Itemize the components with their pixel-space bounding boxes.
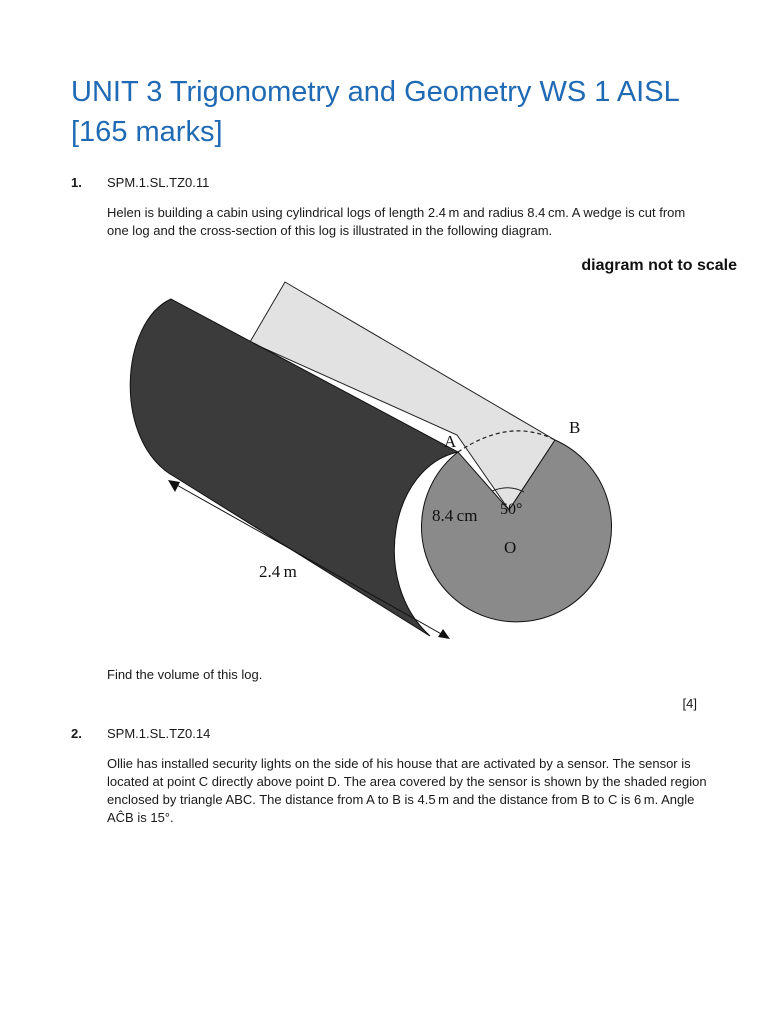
- diagram-caption: diagram not to scale: [581, 257, 737, 274]
- length-arrow-end: [438, 629, 450, 639]
- question-1-text: Helen is building a cabin using cylindrical logs of length 2.4 m and radius 8.4 cm. A wedge is cut from one log and the cross-section of this log is illustrated in the following diagram.: [107, 205, 686, 238]
- question-1-number: 1.: [71, 175, 82, 190]
- page-title: UNIT 3 Trigonometry and Geometry WS 1 AISL [165 marks]: [71, 76, 679, 148]
- length-label: 2.4 m: [259, 562, 297, 581]
- log-diagram: [120, 252, 750, 652]
- label-a: A: [444, 432, 457, 451]
- question-1-marks: [4]: [682, 696, 697, 711]
- label-o: O: [504, 538, 517, 557]
- question-2-code: SPM.1.SL.TZ0.14: [107, 726, 211, 741]
- question-2-text: Ollie has installed security lights on the side of his house that are activated by a sensor. The sensor is located at point C directly above point D. The area covered by the sensor is shown by the shaded region enclosed by triangle ABC. The distance from A to B is 4.5 m and the distance from B to C is 6 m. Angle AĈB is 15°.: [107, 756, 707, 825]
- log-diagram-svg: [120, 252, 750, 652]
- angle-label: 50°: [500, 501, 523, 518]
- question-2-number: 2.: [71, 726, 82, 741]
- question-1-code: SPM.1.SL.TZ0.11: [107, 175, 210, 190]
- question-1-prompt: Find the volume of this log.: [107, 667, 263, 682]
- radius-label: 8.4 cm: [432, 506, 478, 525]
- label-b: B: [569, 418, 581, 437]
